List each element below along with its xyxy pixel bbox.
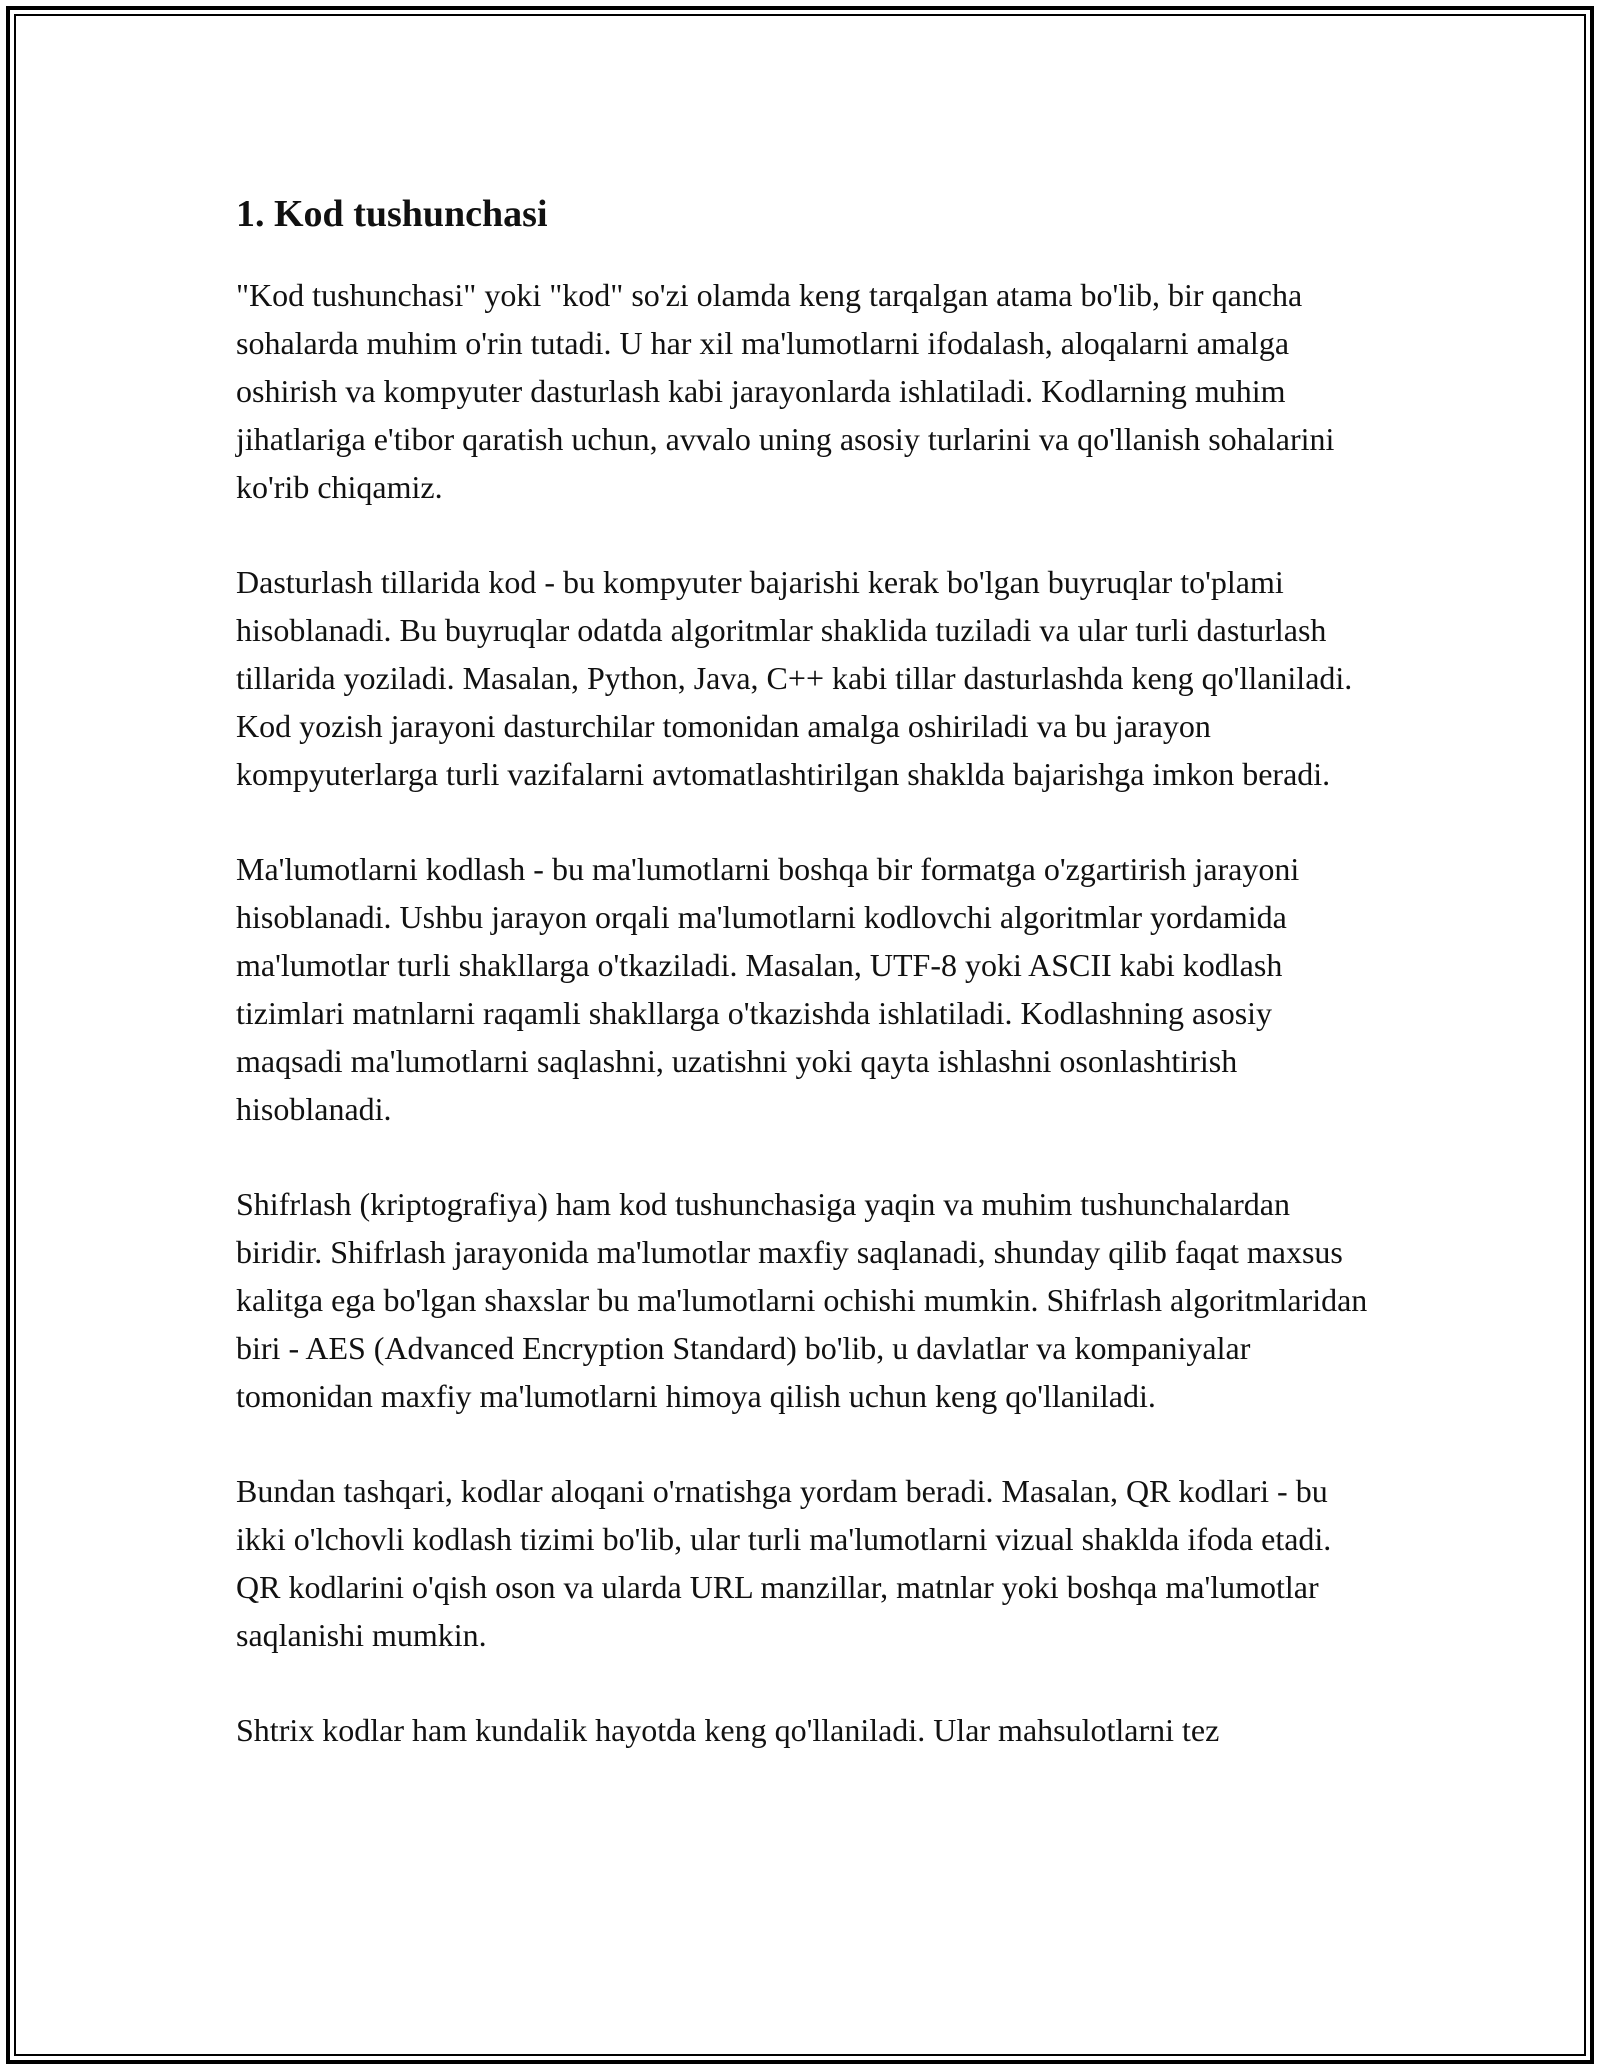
paragraph-barcodes: Shtrix kodlar ham kundalik hayotda keng qo'llaniladi. Ular mahsulotlarni tez [236,1712,1220,1748]
document-body [236,185,1376,1801]
paragraph-encryption: Shifrlash (kriptografiya) ham kod tushunchasiga yaqin va muhim tushunchalardan biridir. Shifrlash jarayonida ma'lumotlar maxfiy saqlanadi, shunday qilib faqat maxsus kalitga ega bo'lgan shaxslar bu ma'lumotlarni ochishi mumkin. Shifrlash algoritmlaridan biri - AES (Advanced Encryption Standard) bo'lib, u davlatlar va kompaniyalar tomonidan maxfiy ma'lumotlarni himoya qilish uchun keng qo'llaniladi. [236,1186,1368,1414]
paragraph-qr-codes: Bundan tashqari, kodlar aloqani o'rnatishga yordam beradi. Masalan, QR kodlari - bu ikki o'lchovli kodlash tizimi bo'lib, ular turli ma'lumotlarni vizual shaklda ifoda etadi. QR kodlarini o'qish oson va ularda URL manzillar, matnlar yoki boshqa ma'lumotlar saqlanishi mumkin. [236,1473,1332,1653]
paragraph-code-concept: "Kod tushunchasi" yoki "kod" so'zi olamda keng tarqalgan atama bo'lib, bir qancha sohalarda muhim o'rin tutadi. U har xil ma'lumotlarni ifodalash, aloqalarni amalga oshirish va kompyuter dasturlash kabi jarayonlarda ishlatiladi. Kodlarning muhim jihatlariga e'tibor qaratish uchun, avvalo uning asosiy turlarini va qo'llanish sohalarini ko'rib chiqamiz. [236,277,1335,505]
section-heading: 1. Kod tushunchasi [236,193,548,235]
paragraph-data-encoding: Ma'lumotlarni kodlash - bu ma'lumotlarni boshqa bir formatga o'zgartirish jarayoni hisoblanadi. Ushbu jarayon orqali ma'lumotlarni kodlovchi algoritmlar yordamida ma'lumotlar turli shakllarga o'tkaziladi. Masalan, UTF-8 yoki ASCII kabi kodlash tizimlari matnlarni raqamli shakllarga o'tkazishda ishlatiladi. Kodlashning asosiy maqsadi ma'lumotlarni saqlashni, uzatishni yoki qayta ishlashni osonlashtirish hisoblanadi. [236,851,1300,1127]
paragraph-programming-code: Dasturlash tillarida kod - bu kompyuter bajarishi kerak bo'lgan buyruqlar to'plami hisoblanadi. Bu buyruqlar odatda algoritmlar shaklida tuziladi va ular turli dasturlash tillarida yoziladi. Masalan, Python, Java, C++ kabi tillar dasturlashda keng qo'llaniladi. Kod yozish jarayoni dasturchilar tomonidan amalga oshiriladi va bu jarayon kompyuterlarga turli vazifalarni avtomatlashtirilgan shaklda bajarishga imkon beradi. [236,564,1353,792]
